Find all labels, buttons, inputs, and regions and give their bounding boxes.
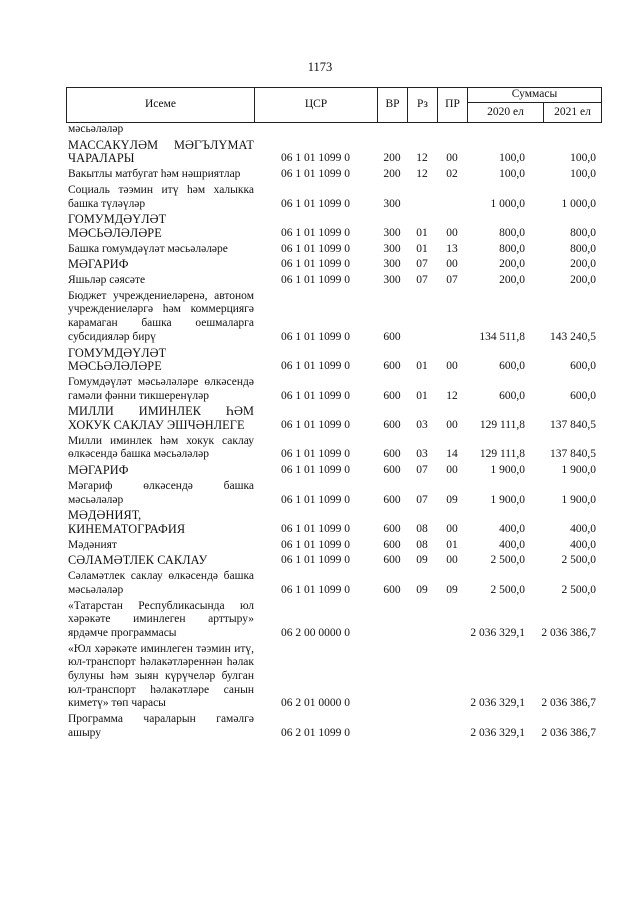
row-amount-2020: 400,0 xyxy=(499,538,525,551)
row-amount-2021: 600,0 xyxy=(570,360,596,373)
row-amount-2021: 100,0 xyxy=(570,168,596,181)
header-name-label: Исеме xyxy=(144,98,177,110)
row-vr-code: 200 xyxy=(383,168,401,181)
row-pr-code: 12 xyxy=(446,389,458,402)
row-vr-code: 300 xyxy=(383,242,401,255)
row-amount-2021: 200,0 xyxy=(570,274,596,287)
row-pr-code: 09 xyxy=(446,583,458,596)
row-name: МӘГАРИФ xyxy=(68,463,129,478)
table-row xyxy=(66,554,602,568)
row-name: Мәдәният xyxy=(68,538,117,551)
row-name: МИЛЛИ ИМИНЛЕК ҺӘМ ХОКУК САКЛАУ ЭШЧӘНЛЕГЕ xyxy=(68,404,254,433)
row-rz-code: 07 xyxy=(416,258,428,271)
row-vr-code: 600 xyxy=(383,464,401,477)
row-name: ГОМУМДӘҮЛӘТ МӘСЬӘЛӘЛӘРЕ xyxy=(68,212,167,240)
row-amount-2021: 137 840,5 xyxy=(550,448,596,461)
row-amount-2021: 400,0 xyxy=(570,522,596,535)
row-csr-code: 06 1 01 1099 0 xyxy=(281,448,350,461)
table-row xyxy=(66,184,602,211)
row-name: Милли иминлек һәм хокук саклау өлкәсендә башка мәсьәләләр xyxy=(68,434,254,461)
row-csr-code: 06 1 01 1099 0 xyxy=(281,360,350,373)
row-amount-2021: 800,0 xyxy=(570,226,596,239)
row-amount-2020: 129 111,8 xyxy=(479,419,525,432)
row-amount-2020: 2 036 329,1 xyxy=(470,726,525,739)
row-name: Мәгариф өлкәсендә башка мәсьәләләр xyxy=(68,479,254,506)
row-name: Программа чараларын гамәлгә ашыру xyxy=(68,713,254,739)
table-row xyxy=(66,643,602,712)
table-row xyxy=(66,123,602,137)
row-vr-code: 600 xyxy=(383,389,401,402)
row-rz-code: 12 xyxy=(416,152,428,165)
page-number: 1173 xyxy=(307,60,333,74)
row-csr-code: 06 1 01 1099 0 xyxy=(281,583,350,596)
budget-table-body xyxy=(66,123,602,743)
row-amount-2020: 400,0 xyxy=(499,522,525,535)
row-amount-2021: 100,0 xyxy=(570,152,596,165)
table-row xyxy=(66,139,602,166)
table-row xyxy=(66,213,602,240)
row-name: мәсьәләләр xyxy=(68,123,124,135)
table-row xyxy=(66,480,602,507)
row-csr-code: 06 1 01 1099 0 xyxy=(281,389,350,402)
table-row xyxy=(66,168,602,182)
row-vr-code: 600 xyxy=(383,538,401,551)
row-vr-code: 300 xyxy=(383,274,401,287)
row-amount-2021: 1 900,0 xyxy=(561,493,596,506)
table-row xyxy=(66,539,602,553)
row-vr-code: 300 xyxy=(383,258,401,271)
table-row xyxy=(66,435,602,462)
table-row xyxy=(66,600,602,641)
row-csr-code: 06 1 01 1099 0 xyxy=(281,242,350,255)
row-name: МАССАКҮЛӘМ МӘГЪЛҮМАТ ЧАРАЛАРЫ xyxy=(68,137,254,166)
row-csr-code: 06 1 01 1099 0 xyxy=(281,538,350,551)
row-csr-code: 06 1 01 1099 0 xyxy=(281,522,350,535)
row-rz-code: 07 xyxy=(416,274,428,287)
row-amount-2020: 800,0 xyxy=(499,242,525,255)
table-row xyxy=(66,243,602,257)
row-name: «Татарстан Республикасында юл хәрәкәте иминлеген арттыру» ярдәмче программасы xyxy=(68,599,254,639)
row-csr-code: 06 1 01 1099 0 xyxy=(281,152,350,165)
row-name: Социаль тәэмин итү һәм халыкка башка түләүләр xyxy=(68,183,254,210)
row-name: Вакытлы матбугат һәм нәшриятлар xyxy=(68,168,241,181)
table-row xyxy=(66,347,602,374)
row-vr-code: 600 xyxy=(383,419,401,432)
table-header xyxy=(66,87,602,123)
row-amount-2021: 400,0 xyxy=(570,538,596,551)
row-name: СӘЛАМӘТЛЕК САКЛАУ xyxy=(68,553,208,568)
row-pr-code: 00 xyxy=(446,152,458,165)
row-amount-2021: 143 240,5 xyxy=(550,330,596,343)
row-rz-code: 08 xyxy=(416,538,428,551)
row-name: Бюджет учреждениеләренә, автоном учреждениеләргә һәм коммерциягә карамаган башка оешмаларга субсидияләр бирү xyxy=(68,289,254,343)
row-rz-code: 07 xyxy=(416,493,428,506)
row-vr-code: 300 xyxy=(383,197,401,210)
row-amount-2021: 200,0 xyxy=(570,258,596,271)
row-rz-code: 01 xyxy=(416,226,428,239)
header-year2-label: 2021 ел xyxy=(554,106,591,118)
row-pr-code: 02 xyxy=(446,168,458,181)
row-pr-code: 09 xyxy=(446,493,458,506)
table-row xyxy=(66,376,602,403)
table-row xyxy=(66,290,602,345)
row-amount-2020: 2 500,0 xyxy=(490,554,525,567)
row-amount-2020: 600,0 xyxy=(499,389,525,402)
row-rz-code: 03 xyxy=(416,419,428,432)
row-vr-code: 600 xyxy=(383,493,401,506)
row-amount-2020: 200,0 xyxy=(499,274,525,287)
row-rz-code: 12 xyxy=(416,168,428,181)
row-amount-2020: 1 000,0 xyxy=(490,197,525,210)
row-pr-code: 07 xyxy=(446,274,458,287)
row-csr-code: 06 2 01 0000 0 xyxy=(281,697,350,710)
row-pr-code: 00 xyxy=(446,522,458,535)
row-csr-code: 06 1 01 1099 0 xyxy=(281,464,350,477)
row-csr-code: 06 1 01 1099 0 xyxy=(281,330,350,343)
row-vr-code: 600 xyxy=(383,583,401,596)
row-amount-2021: 800,0 xyxy=(570,242,596,255)
row-csr-code: 06 1 01 1099 0 xyxy=(281,197,350,210)
table-row xyxy=(66,509,602,536)
row-amount-2021: 600,0 xyxy=(570,389,596,402)
row-amount-2021: 2 036 386,7 xyxy=(541,626,596,639)
row-csr-code: 06 1 01 1099 0 xyxy=(281,554,350,567)
row-pr-code: 01 xyxy=(446,538,458,551)
row-amount-2020: 129 111,8 xyxy=(479,448,525,461)
row-csr-code: 06 1 01 1099 0 xyxy=(281,168,350,181)
row-csr-code: 06 2 00 0000 0 xyxy=(281,626,350,639)
row-amount-2020: 1 900,0 xyxy=(490,493,525,506)
row-rz-code: 01 xyxy=(416,389,428,402)
row-name: МӘДӘНИЯТ, КИНЕМАТОГРАФИЯ xyxy=(68,508,186,536)
row-pr-code: 14 xyxy=(446,448,458,461)
row-rz-code: 08 xyxy=(416,522,428,535)
row-vr-code: 300 xyxy=(383,226,401,239)
row-pr-code: 13 xyxy=(446,242,458,255)
row-amount-2020: 100,0 xyxy=(499,152,525,165)
row-pr-code: 00 xyxy=(446,464,458,477)
row-name: МӘГАРИФ xyxy=(68,257,129,272)
header-year1-label: 2020 ел xyxy=(487,106,524,118)
row-vr-code: 600 xyxy=(383,554,401,567)
header-pr-label: ПР xyxy=(445,98,460,110)
row-amount-2021: 2 036 386,7 xyxy=(541,726,596,739)
row-amount-2020: 600,0 xyxy=(499,360,525,373)
row-name: ГОМУМДӘҮЛӘТ МӘСЬӘЛӘЛӘРЕ xyxy=(68,345,167,374)
row-name: Башка гомумдәүләт мәсьәләләре xyxy=(68,242,228,255)
row-amount-2020: 200,0 xyxy=(499,258,525,271)
row-amount-2020: 134 511,8 xyxy=(479,330,525,343)
row-vr-code: 600 xyxy=(383,330,401,343)
row-amount-2021: 1 000,0 xyxy=(561,197,596,210)
row-amount-2021: 2 500,0 xyxy=(561,583,596,596)
table-row xyxy=(66,570,602,597)
row-name: Яшьләр сәясәте xyxy=(68,274,146,287)
row-name: Гомумдәүләт мәсьәләләре өлкәсендә гамәли фәнни тикшеренүләр xyxy=(68,375,254,402)
row-amount-2021: 2 500,0 xyxy=(561,554,596,567)
row-csr-code: 06 1 01 1099 0 xyxy=(281,419,350,432)
row-vr-code: 600 xyxy=(383,360,401,373)
header-sums-label: Суммасы xyxy=(511,88,558,100)
row-rz-code: 09 xyxy=(416,583,428,596)
table-row xyxy=(66,405,602,432)
row-amount-2021: 2 036 386,7 xyxy=(541,697,596,710)
row-csr-code: 06 1 01 1099 0 xyxy=(281,274,350,287)
row-vr-code: 200 xyxy=(383,152,401,165)
row-csr-code: 06 1 01 1099 0 xyxy=(281,493,350,506)
row-amount-2021: 1 900,0 xyxy=(561,464,596,477)
table-row xyxy=(66,258,602,272)
row-csr-code: 06 2 01 1099 0 xyxy=(281,726,350,739)
header-vr-label: ВР xyxy=(385,98,400,110)
row-pr-code: 00 xyxy=(446,554,458,567)
table-row xyxy=(66,274,602,288)
row-amount-2020: 1 900,0 xyxy=(490,464,525,477)
row-csr-code: 06 1 01 1099 0 xyxy=(281,258,350,271)
row-pr-code: 00 xyxy=(446,419,458,432)
row-amount-2020: 800,0 xyxy=(499,226,525,239)
row-name: «Юл хәрәкәте иминлеген тәэмин итү, юл-транспорт һәлакәтләреннән һәлак булуны һәм зыян күрүчеләр булган юл-транспорт һәлакәтләре санын киметү» төп чарасы xyxy=(68,642,254,710)
table-row xyxy=(66,713,602,740)
row-rz-code: 01 xyxy=(416,242,428,255)
row-vr-code: 600 xyxy=(383,522,401,535)
row-name: Сәламәтлек саклау өлкәсендә башка мәсьәләләр xyxy=(68,570,254,596)
row-vr-code: 600 xyxy=(383,448,401,461)
row-rz-code: 09 xyxy=(416,554,428,567)
row-amount-2020: 2 036 329,1 xyxy=(470,626,525,639)
header-rz-label: Рз xyxy=(417,98,428,110)
row-rz-code: 03 xyxy=(416,448,428,461)
row-rz-code: 07 xyxy=(416,464,428,477)
row-amount-2020: 100,0 xyxy=(499,168,525,181)
table-row xyxy=(66,464,602,478)
row-pr-code: 00 xyxy=(446,258,458,271)
row-pr-code: 00 xyxy=(446,226,458,239)
row-amount-2020: 2 036 329,1 xyxy=(470,697,525,710)
row-amount-2021: 137 840,5 xyxy=(550,419,596,432)
header-csr-label: ЦСР xyxy=(304,98,328,110)
row-pr-code: 00 xyxy=(446,360,458,373)
row-amount-2020: 2 500,0 xyxy=(490,583,525,596)
row-rz-code: 01 xyxy=(416,360,428,373)
row-csr-code: 06 1 01 1099 0 xyxy=(281,226,350,239)
